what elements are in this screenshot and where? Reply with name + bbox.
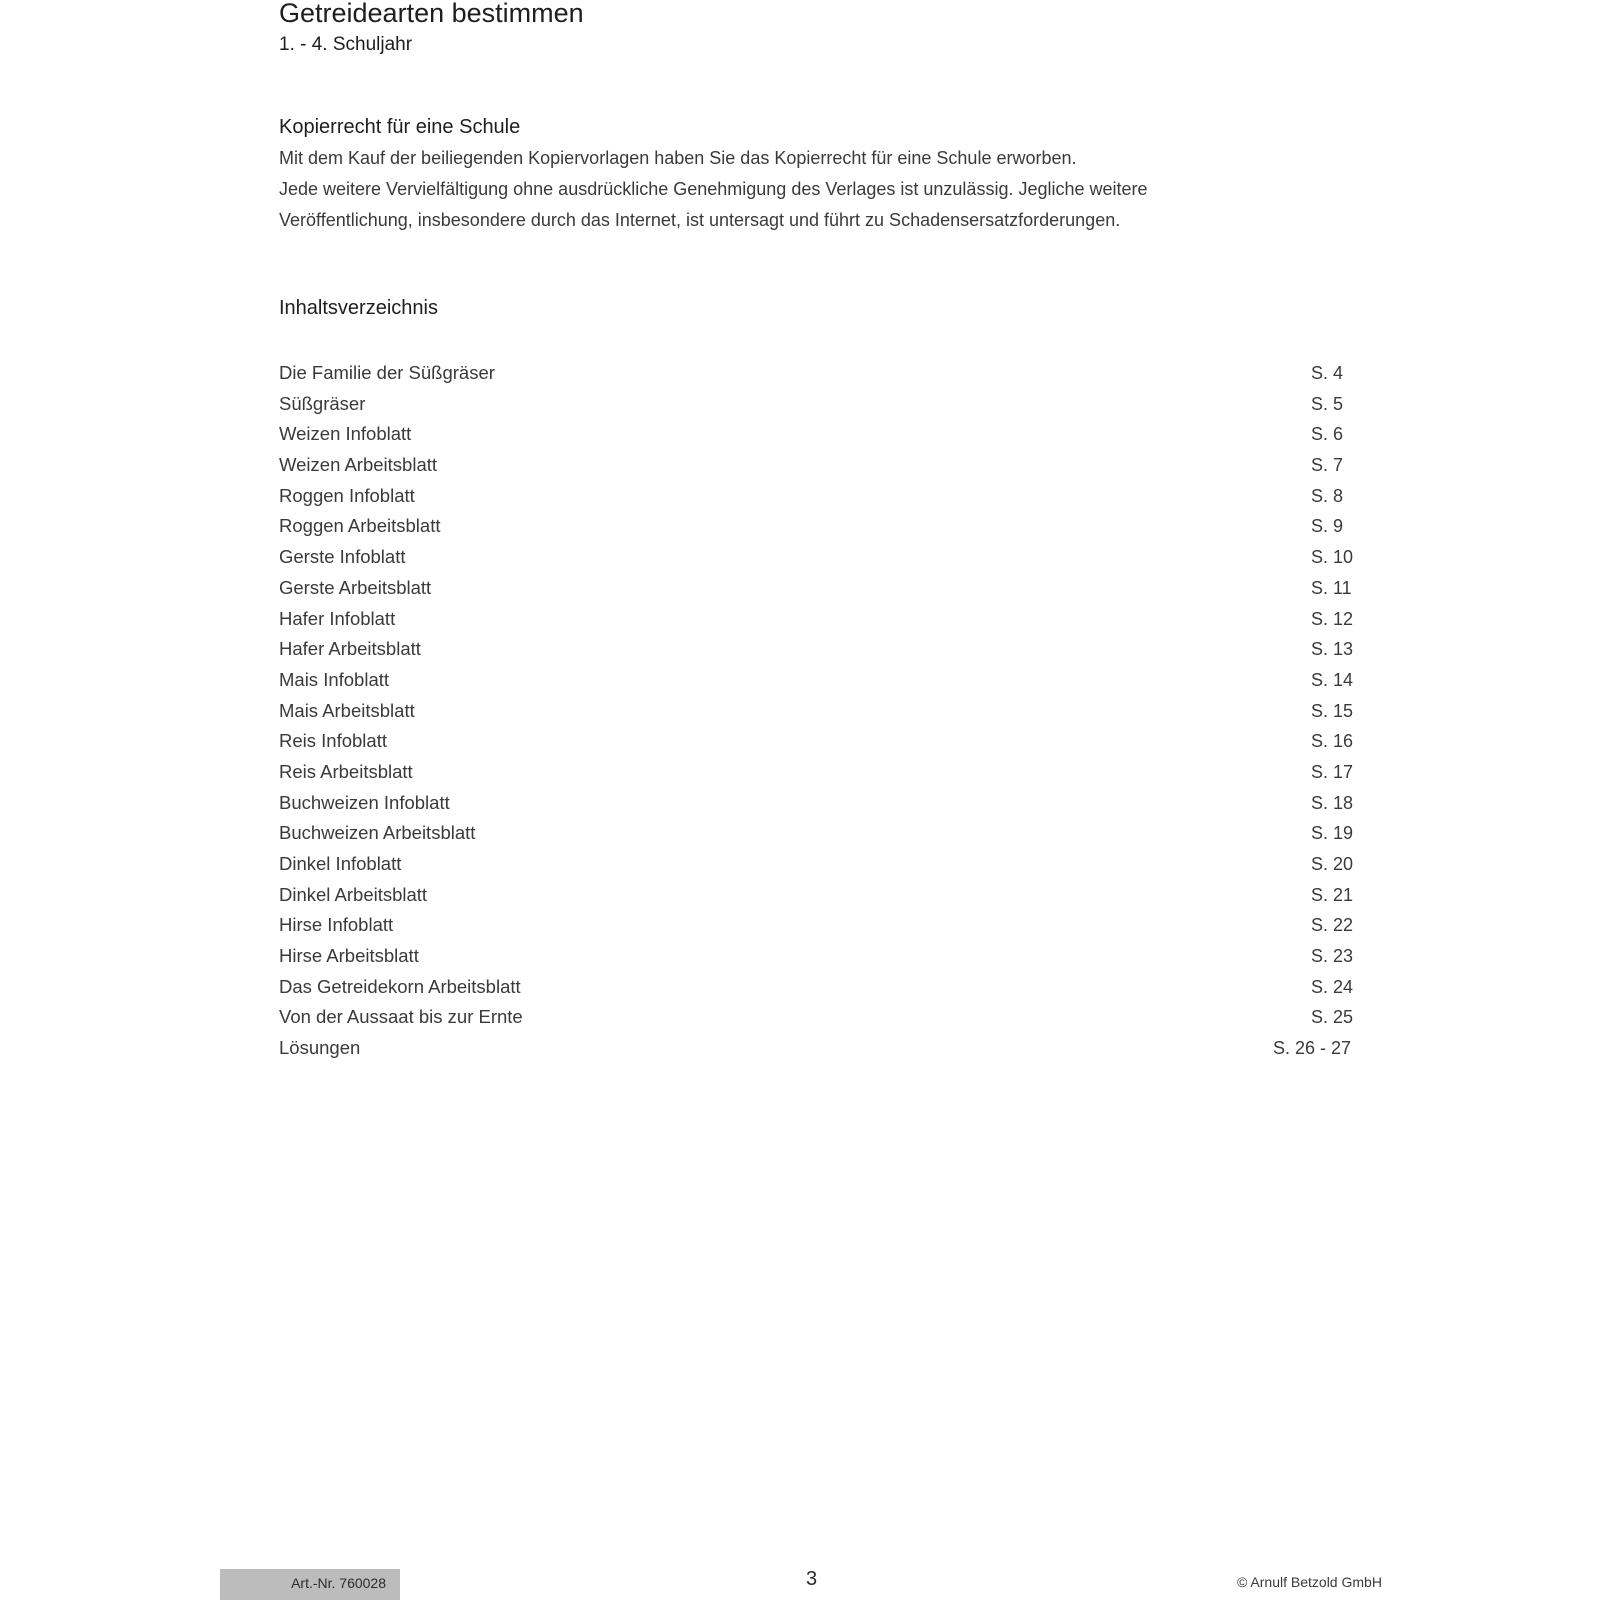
document-title: Getreidearten bestimmen [279, 0, 584, 28]
toc-entry-page: S. 10 [1311, 547, 1354, 568]
toc-entry [279, 634, 1354, 665]
toc-entry [279, 604, 1354, 635]
toc-entry-title: Süßgräser [279, 392, 366, 414]
document-subtitle: 1. - 4. Schuljahr [279, 34, 413, 55]
copyright-heading: Kopierrecht für eine Schule [279, 116, 521, 138]
toc-entry-title: Hirse Arbeitsblatt [279, 945, 419, 967]
toc-entry [279, 818, 1354, 849]
toc-entry-page: S. 23 [1311, 946, 1354, 967]
toc-entry-page: S. 17 [1311, 761, 1354, 782]
toc-entry-title: Roggen Infoblatt [279, 484, 415, 506]
toc-entry [279, 726, 1354, 757]
toc-entry-page: S. 8 [1311, 485, 1344, 506]
toc-entry-page: S. 20 [1311, 854, 1354, 874]
toc-entry-page: S. 6 [1311, 424, 1344, 445]
toc-entry [279, 910, 1354, 941]
copyright-text [279, 143, 1279, 236]
toc-entry-page: S. 13 [1311, 639, 1354, 660]
toc-entry-page: S. 12 [1311, 608, 1354, 629]
toc-entry-page: S. 4 [1311, 363, 1344, 383]
toc-entry-title: Mais Infoblatt [279, 668, 390, 690]
toc-entry-page: S. 11 [1311, 577, 1352, 598]
toc-entry [279, 757, 1354, 788]
toc-entry-title: Von der Aussaat bis zur Ernte [279, 1006, 523, 1028]
toc-entry [279, 358, 1351, 389]
toc-entry-page: S. 7 [1311, 455, 1344, 476]
toc-entry-page: S. 14 [1311, 669, 1354, 690]
copyright-line: Jede weitere Vervielfältigung ohne ausdrückliche Genehmigung des Verlages ist unzulässig. Jegliche weitere [279, 179, 1148, 199]
toc-entry-page: S. 19 [1311, 823, 1354, 844]
toc-entry-page: S. 5 [1311, 393, 1344, 414]
toc-entry [279, 941, 1354, 972]
toc-entry-page: S. 22 [1311, 915, 1354, 936]
toc-entry-page: S. 24 [1311, 976, 1354, 997]
toc-entry [279, 481, 1351, 512]
article-number: Art.-Nr. 760028 [291, 1575, 386, 1591]
toc-entry-page: S. 25 [1311, 1007, 1354, 1028]
toc-entry-page: S. 9 [1311, 516, 1344, 537]
toc-entry [279, 389, 1351, 420]
toc-entry [279, 419, 1351, 450]
toc-entry-title: Dinkel Infoblatt [279, 853, 402, 874]
toc-entry-page: S. 21 [1311, 884, 1354, 905]
toc-entry [279, 788, 1354, 819]
toc-entry-title: Dinkel Arbeitsblatt [279, 883, 428, 905]
toc-entry-page: S. 26 - 27 [1272, 1038, 1351, 1059]
copyright-line: Mit dem Kauf der beiliegenden Kopiervorlagen haben Sie das Kopierrecht für eine Schule erworben. [279, 148, 1077, 168]
toc-entry-title: Weizen Infoblatt [279, 423, 412, 445]
copyright-line: Veröffentlichung, insbesondere durch das Internet, ist untersagt und führt zu Schadensersatzforderungen. [279, 210, 1121, 230]
publisher-copyright: © Arnulf Betzold GmbH [1237, 1574, 1382, 1590]
toc-entry [279, 542, 1354, 573]
toc-entry-title: Hafer Infoblatt [279, 607, 396, 629]
toc-entry [279, 972, 1354, 1003]
toc-entry [279, 665, 1354, 696]
toc-entry-title: Gerste Arbeitsblatt [279, 576, 432, 598]
toc-entry-page: S. 15 [1311, 700, 1354, 721]
toc-entry [279, 573, 1351, 604]
article-number-box [220, 1569, 400, 1600]
toc-entry [279, 880, 1354, 911]
toc-entry-title: Lösungen [279, 1037, 361, 1059]
toc-entry-title: Gerste Infoblatt [279, 546, 406, 568]
page-number: 3 [806, 1568, 818, 1590]
toc-entry-title: Mais Arbeitsblatt [279, 699, 415, 721]
toc-entry [279, 849, 1354, 880]
toc-heading: Inhaltsverzeichnis [279, 297, 438, 319]
toc-entry-title: Weizen Arbeitsblatt [279, 454, 438, 476]
toc-entry-title: Reis Arbeitsblatt [279, 760, 413, 782]
toc-entry [279, 696, 1354, 727]
toc-entry [279, 511, 1351, 542]
toc-entry-title: Die Familie der Süßgräser [279, 362, 495, 383]
table-of-contents [279, 358, 1354, 1064]
toc-entry [279, 1033, 1351, 1064]
toc-entry-page: S. 16 [1311, 731, 1354, 752]
toc-entry-title: Buchweizen Infoblatt [279, 791, 450, 813]
toc-entry [279, 450, 1351, 481]
toc-entry-title: Hafer Arbeitsblatt [279, 638, 421, 660]
toc-entry-title: Reis Infoblatt [279, 730, 387, 752]
toc-entry-title: Hirse Infoblatt [279, 914, 394, 936]
toc-entry-title: Roggen Arbeitsblatt [279, 515, 441, 537]
toc-entry-title: Buchweizen Arbeitsblatt [279, 822, 476, 844]
toc-entry-title: Das Getreidekorn Arbeitsblatt [279, 975, 521, 997]
toc-entry [279, 1002, 1354, 1033]
toc-entry-page: S. 18 [1311, 792, 1354, 813]
